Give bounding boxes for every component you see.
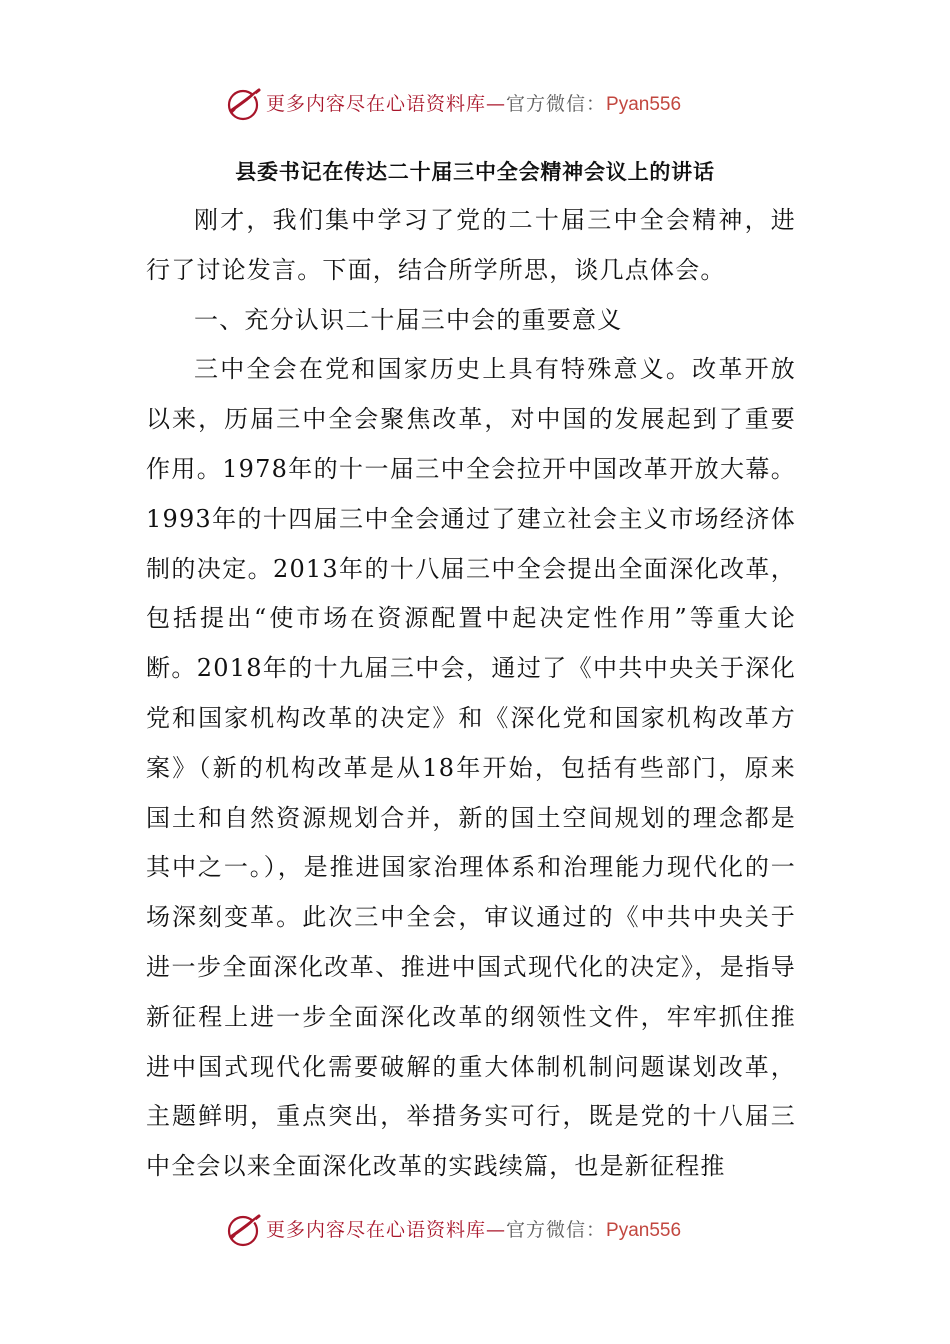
paragraph-significance: 三中全会在党和国家历史上具有特殊意义。改革开放以来，历届三中全会聚焦改革，对中国的发展起到了重要作用。1978年的十一届三中全会拉开中国改革开放大幕。1993年的十四届三中全会通过了建立社会主义市场经济体制的决定。2013年的十八届三中全会提出全面深化改革，包括提出“使市场在资源配置中起决定性作用”等重大论断。2018年的十九届三中会，通过了《中共中央关于深化党和国家机构改革的决定》和《深化党和国家机构改革方案》（新的机构改革是从18年开始，包括有些部门，原来国土和自然资源规划合并，新的国土空间规划的理念都是其中之一。），是推进国家治理体系和治理能力现代化的一场深刻变革。此次三中全会，审议通过的《中共中央关于进一步全面深化改革、推进中国式现代化的决定》，是指导新征程上进一步全面深化改革的纲领性文件，牢牢抓住推进中国式现代化需要破解的重大体制机制问题谋划改革，主题鲜明，重点突出，举措务实可行，既是党的十八届三中全会以来全面深化改革的实践续篇，也是新征程推 (146, 355, 796, 1181)
watermark-brand: 更多内容尽在心语资料库 (266, 93, 487, 115)
paragraph-intro: 刚才，我们集中学习了党的二十届三中全会精神，进行了讨论发言。下面，结合所学所思，谈几点体会。 (146, 206, 796, 284)
watermark-text (266, 90, 681, 119)
watermark-dash: — (486, 1219, 507, 1241)
watermark-wechat-id: Pyan556 (606, 94, 682, 115)
document-body (146, 196, 796, 1192)
watermark-wechat-id: Pyan556 (606, 1220, 682, 1241)
watermark-dash: — (486, 93, 507, 115)
pen-logo-icon (226, 86, 262, 122)
watermark-banner-bottom (0, 1210, 950, 1250)
watermark-sub: 官方微信： (506, 93, 607, 115)
watermark-text (266, 1216, 681, 1245)
pen-logo-icon (226, 1212, 262, 1248)
watermark-sub: 官方微信： (506, 1219, 607, 1241)
watermark-banner-top (0, 84, 950, 124)
section-heading-1: 一、充分认识二十届三中会的重要意义 (194, 305, 623, 334)
document-title: 县委书记在传达二十届三中全会精神会议上的讲话 (235, 160, 715, 184)
watermark-brand: 更多内容尽在心语资料库 (266, 1219, 487, 1241)
